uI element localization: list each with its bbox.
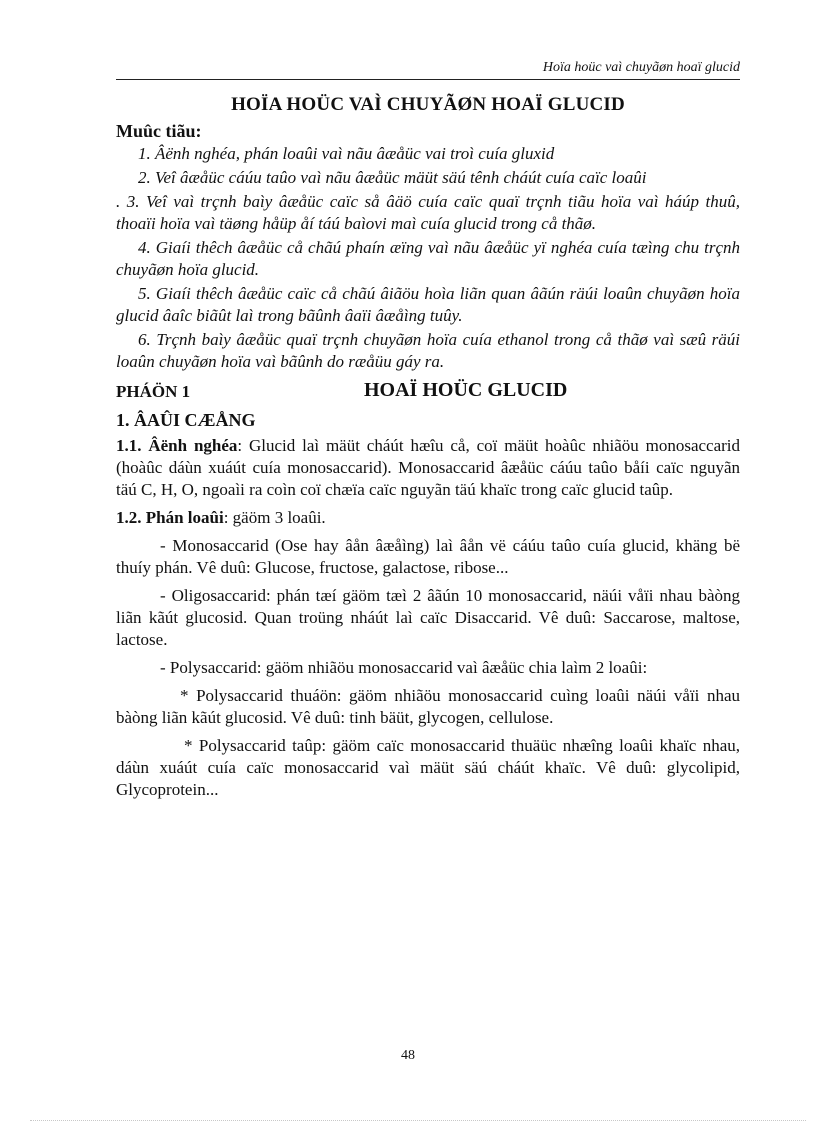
part-label: PHÁÖN 1 xyxy=(116,382,191,401)
definition-paragraph xyxy=(116,435,740,501)
polysaccarid-pure-paragraph: * Polysaccarid thuáön: gäöm nhiãöu monosaccarid cuìng loaûi näúi våïi nhau bàòng liãn kãút glucosid. Vê duû: tinh bäüt, glycogen, cellulose. xyxy=(116,686,740,727)
objective-6: 6. Trçnh baìy âæåüc quaï trçnh chuyãøn hoïa cuía ethanol trong cå thãø vaì sæû räúi loaûn chuyãøn hoïa vaì bãûnh do ræåüu gáy ra. xyxy=(116,330,740,371)
definition-text: : Glucid laì mäüt cháút hæîu cå, coï mäüt hoàûc nhiãöu monosaccarid (hoàûc dáùn xuáút cuía monosaccarid). Monosaccarid âæåüc cáúu taûo båíi caïc nguyãn täú C, H, O, ngoaìi ra coìn coï chæïa caïc nguyãn täú khaïc trong caïc glucid taûp. xyxy=(116,436,741,499)
header-rule xyxy=(116,79,740,80)
objective-2: 2. Veî âæåüc cáúu taûo vaì nãu âæåüc mäüt säú tênh cháút cuía caïc loaûi xyxy=(138,168,647,187)
objectives-heading: Muûc tiãu: xyxy=(116,121,202,141)
polysaccarid-mixed-paragraph: * Polysaccarid taûp: gäöm caïc monosaccarid thuäüc nhæîng loaûi khaïc nhau, dáùn xuáút cuía caïc monosaccarid vaì mäüt säú cháút khaïc. Vê duû: glycolipid, Glycoprotein... xyxy=(116,736,740,799)
monosaccarid-paragraph: - Monosaccarid (Ose hay âån âæåìng) laì âån vë cáúu taûo cuía glucid, khäng bë thuíy phán. Vê duû: Glucose, fructose, galactose, ribose... xyxy=(116,536,740,577)
polysaccarid-paragraph: - Polysaccarid: gäöm nhiãöu monosaccarid vaì âæåüc chia laìm 2 loaûi: xyxy=(160,658,648,677)
section-heading: 1. ÂAÛI CÆÅNG xyxy=(116,410,256,430)
page-edge-dotted-line xyxy=(30,1120,806,1121)
page-content xyxy=(116,94,740,807)
classification-text: : gäöm 3 loaûi. xyxy=(223,508,326,527)
objective-3: . 3. Veî vaì trçnh baìy âæåüc caïc så âäö cuía caïc quaï trçnh tiãu hoïa vaì háúp thuû, thoaïi hoïa vaì täøng håüp åí táú baìovi maì cuía glucid trong cå thãø. xyxy=(116,192,740,233)
part-heading xyxy=(116,379,740,403)
objective-4: 4. Giaíi thêch âæåüc cå chãú phaín æïng vaì nãu âæåüc yï nghéa cuía tæìng chu trçnh chuyãøn hoïa glucid. xyxy=(116,238,740,279)
running-header: Hoïa hoüc vaì chuyãøn hoaï glucid xyxy=(542,60,740,75)
objective-1: 1. Âënh nghéa, phán loaûi vaì nãu âæåüc vai troì cuía gluxid xyxy=(138,144,555,163)
objective-5: 5. Giaíi thêch âæåüc caïc cå chãú âiãöu hoìa liãn quan âãún räúi loaûn chuyãøn hoïa glucid âaîc biãût laì trong bãûnh âaïi âæåìng tuûy. xyxy=(116,284,740,325)
page-title: HOÏA HOÜC VAÌ CHUYÃØN HOAÏ GLUCID xyxy=(231,94,625,115)
page-number: 48 xyxy=(401,1048,415,1063)
part-title: HOAÏ HOÜC GLUCID xyxy=(364,379,568,401)
definition-heading: 1.1. Âënh nghéa xyxy=(116,436,238,455)
classification-paragraph xyxy=(116,507,740,529)
oligosaccarid-paragraph: - Oligosaccarid: phán tæí gäöm tæì 2 âãún 10 monosaccarid, näúi våïi nhau bàòng liãn kãút glucosid. Quan troüng nháút laì caïc Disaccarid. Vê duû: Saccarose, maltose, lactose. xyxy=(116,586,740,649)
classification-heading: 1.2. Phán loaûi xyxy=(116,508,224,527)
